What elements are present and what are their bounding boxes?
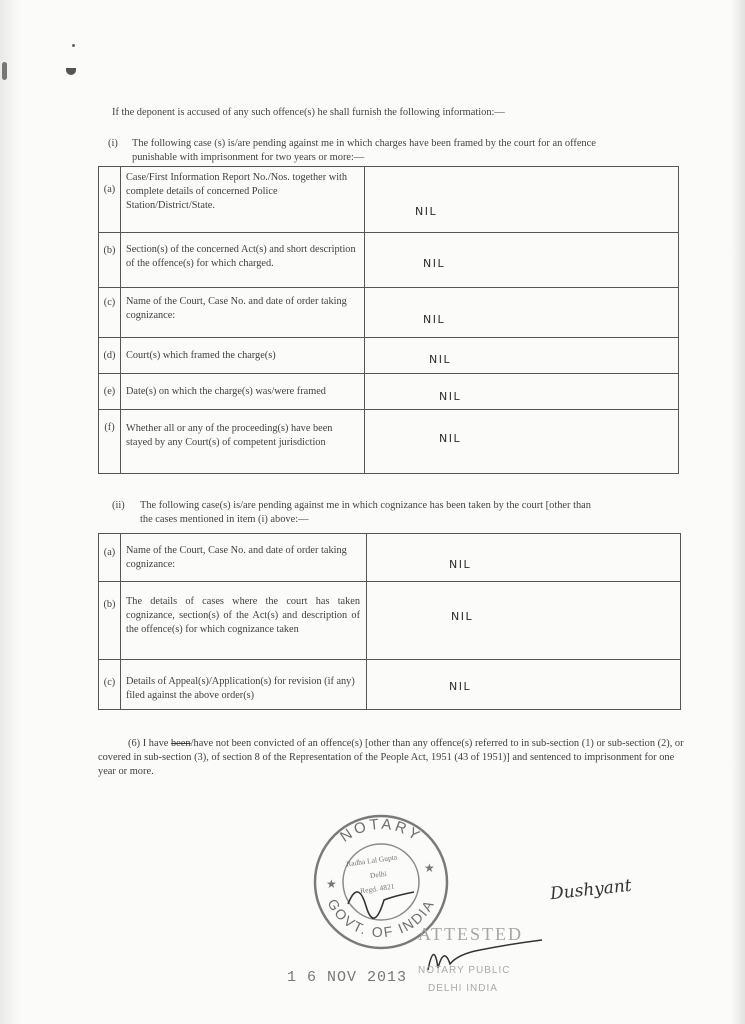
- stamp-top-text: NOTARY: [337, 815, 425, 846]
- table-section-ii: [98, 533, 681, 710]
- row-description: Section(s) of the concerned Act(s) and short description of the offence(s) for which charged.: [121, 233, 365, 288]
- notary-place-text: DELHI INDIA: [428, 983, 498, 994]
- row-letter: (b): [99, 233, 121, 288]
- row-description: Whether all or any of the proceeding(s) have been stayed by any Court(s) of competent jurisdiction: [121, 410, 365, 474]
- row-value-cell: [365, 410, 679, 474]
- row-description: Details of Appeal(s)/Application(s) for revision (if any) filed against the above order(s): [121, 660, 367, 710]
- row-value-cell: [365, 167, 679, 233]
- item-6-struck-word: been: [170, 738, 191, 749]
- item-6-rest: /have not been convicted of an offence(s) [other than any offence(s) referred to in sub-section (1) or sub-section (2), or covered in sub-section (3), of section 8 of the Representation of the People Act, 1951 (43 of 1951)] and sentenced to imprisonment for one year or more.: [98, 738, 684, 777]
- row-description: Date(s) on which the charge(s) was/were framed: [121, 374, 365, 410]
- notary-city: Delhi: [369, 868, 388, 881]
- item-6-declaration: [98, 737, 686, 779]
- section-i-line2: punishable with imprisonment for two years or more:—: [132, 152, 365, 163]
- table-row: [99, 410, 679, 474]
- table-row: [99, 660, 681, 710]
- section-ii-line2: the cases mentioned in item (i) above:—: [140, 514, 309, 525]
- page-edge-left: [0, 0, 22, 1024]
- row-value-cell: [365, 288, 679, 338]
- section-i-line1: The following case (s) is/are pending against me in which charges have been framed by the court for an offence: [132, 138, 596, 149]
- handwritten-value: NIL: [423, 257, 446, 270]
- section-ii-number: (ii): [112, 500, 125, 511]
- row-value-cell: [365, 374, 679, 410]
- row-value-cell: [365, 233, 679, 288]
- handwritten-value: NIL: [439, 390, 462, 403]
- row-description: Court(s) which framed the charge(s): [121, 338, 365, 374]
- section-i-heading: [108, 137, 688, 167]
- table-row: [99, 288, 679, 338]
- table-row: [99, 374, 679, 410]
- section-i-number: (i): [108, 138, 118, 149]
- row-description: Name of the Court, Case No. and date of order taking cognizance:: [121, 534, 367, 582]
- row-description: Name of the Court, Case No. and date of order taking cognizance:: [121, 288, 365, 338]
- row-letter: (a): [99, 167, 121, 233]
- row-description: Case/First Information Report No./Nos. together with complete details of concerned Police Station/District/State.: [121, 167, 365, 233]
- table-section-i: [98, 166, 679, 474]
- notary-signature-icon: [348, 892, 414, 918]
- notary-public-text: NOTARY PUBLIC: [418, 965, 511, 976]
- table-row: [99, 338, 679, 374]
- row-value-cell: [367, 660, 681, 710]
- stamp-bottom-text: GOVT. OF INDIA: [324, 895, 438, 941]
- row-letter: (a): [99, 534, 121, 582]
- section-ii-heading: [112, 499, 690, 529]
- item-6-prefix: (6) I have: [128, 738, 171, 749]
- handwritten-value: NIL: [449, 558, 472, 571]
- table-row: [99, 534, 681, 582]
- row-description: The details of cases where the court has taken cognizance, section(s) of the Act(s) and description of the offence(s) for which cognizance taken: [121, 582, 367, 660]
- intro-text: If the deponent is accused of any such offence(s) he shall furnish the following information:—: [112, 107, 505, 118]
- table-row: [99, 582, 681, 660]
- punch-hole: [2, 62, 7, 80]
- row-value-cell: [365, 338, 679, 374]
- section-ii-line1: The following case(s) is/are pending against me in which cognizance has been taken by the court [other than: [140, 500, 591, 511]
- handwritten-value: NIL: [449, 680, 472, 693]
- punch-hole: [72, 44, 75, 47]
- row-letter: (c): [99, 288, 121, 338]
- row-letter: (d): [99, 338, 121, 374]
- handwritten-value: NIL: [415, 205, 438, 218]
- punch-hole: [66, 68, 76, 75]
- page-edge-right: [731, 0, 745, 1024]
- deponent-signature: Dushyant: [549, 875, 633, 905]
- row-letter: (b): [99, 582, 121, 660]
- table-row: [99, 167, 679, 233]
- section-i-text: [132, 137, 688, 165]
- row-value-cell: [367, 582, 681, 660]
- star-icon: ★: [326, 877, 337, 891]
- row-value-cell: [367, 534, 681, 582]
- table-row: [99, 233, 679, 288]
- section-ii-text: [140, 499, 690, 527]
- handwritten-value: NIL: [439, 432, 462, 445]
- date-stamp: 1 6 NOV 2013: [287, 969, 408, 986]
- handwritten-value: NIL: [451, 610, 474, 623]
- row-letter: (e): [99, 374, 121, 410]
- star-icon: ★: [424, 861, 435, 875]
- row-letter: (c): [99, 660, 121, 710]
- attested-stamp: ATTESTED: [418, 924, 523, 944]
- notary-registration: Regd. 4821: [359, 881, 396, 896]
- notary-name: Radha Lal Gupta: [345, 852, 398, 869]
- handwritten-value: NIL: [423, 313, 446, 326]
- handwritten-value: NIL: [429, 353, 452, 366]
- row-letter: (f): [99, 410, 121, 474]
